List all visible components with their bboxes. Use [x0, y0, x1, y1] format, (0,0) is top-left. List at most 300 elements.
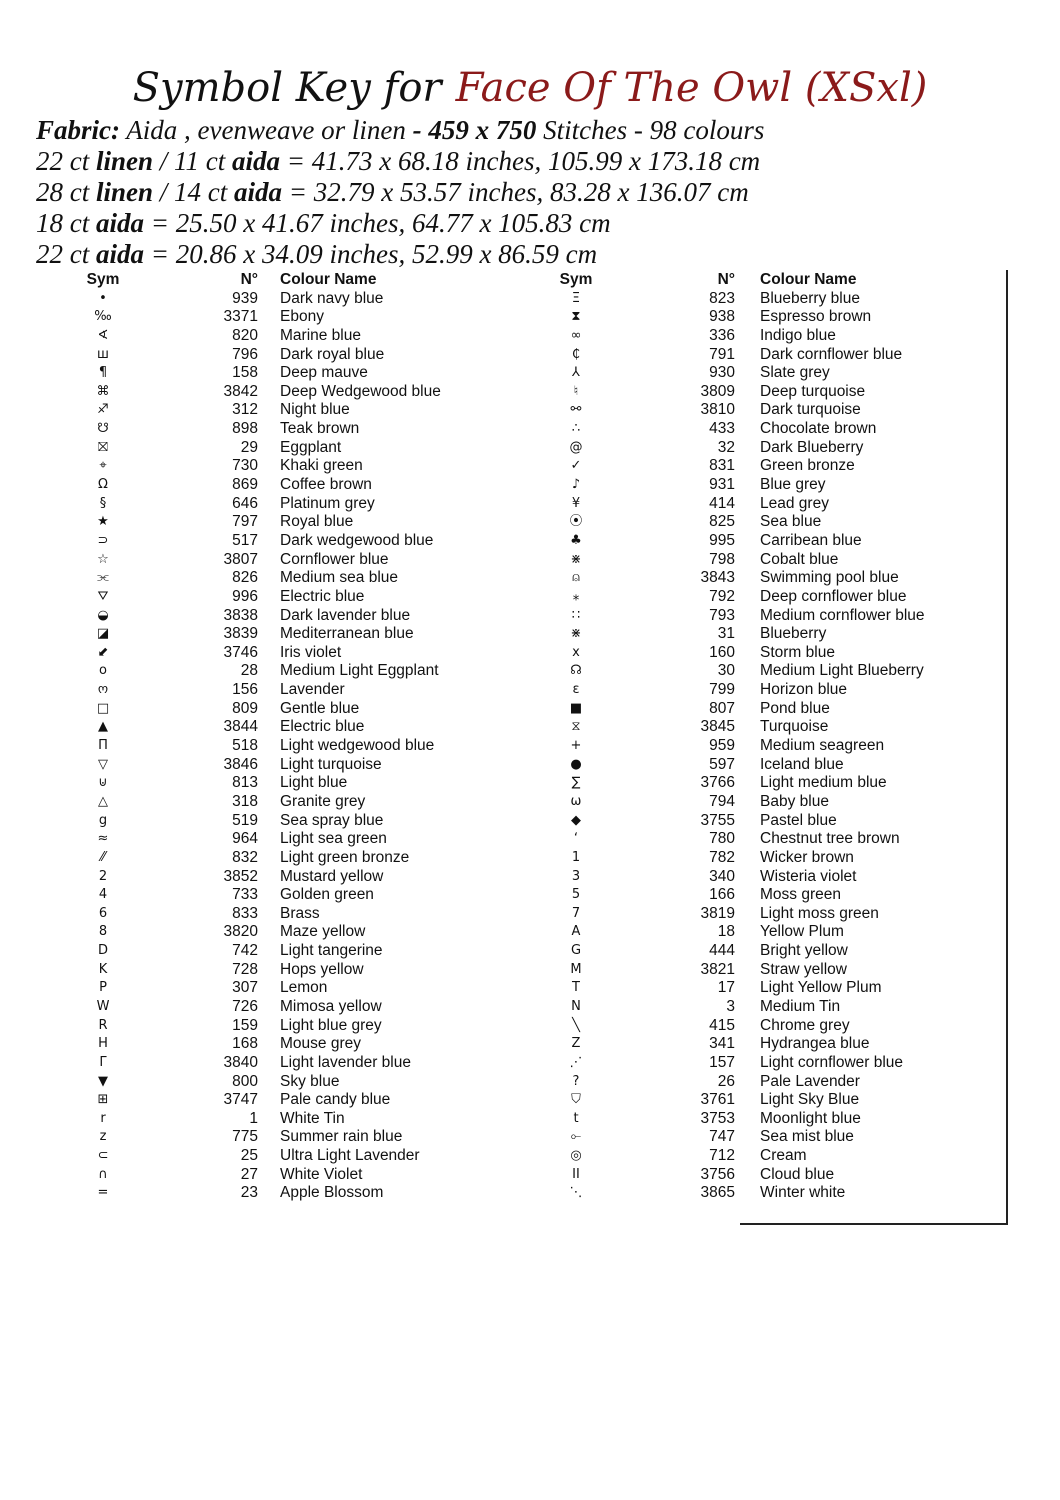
page-title [0, 60, 1060, 116]
symbol-icon: H [98, 1036, 108, 1052]
thread-number: 833 [232, 904, 258, 922]
colour-name: Sea spray blue [280, 811, 384, 829]
thread-number: 3845 [700, 718, 735, 736]
colour-name: Horizon blue [760, 681, 848, 699]
symbol-icon: A [571, 924, 581, 940]
thread-number: 742 [232, 942, 258, 960]
symbol-icon: ⟜ [570, 1129, 582, 1145]
spec-text: = 32.79 x 53.57 inches, 83.28 x 136.07 cm [282, 177, 749, 207]
symbol-icon: ⋰ [569, 1054, 583, 1070]
colour-name: Indigo blue [760, 326, 836, 344]
symbol-icon: □ [96, 700, 110, 716]
thread-number: 18 [717, 923, 735, 941]
symbol-icon: ⊂ [97, 1148, 109, 1164]
symbol-icon: ◪ [96, 626, 110, 642]
symbol-icon: ε [572, 682, 580, 698]
thread-number: 995 [709, 531, 735, 549]
symbol-icon: ო [97, 682, 109, 698]
thread-number: 796 [232, 345, 258, 363]
colour-name: Blue grey [760, 476, 826, 494]
spec-text: / 14 ct [153, 177, 235, 207]
colour-name: Medium seagreen [760, 737, 885, 755]
colour-name: Summer rain blue [280, 1128, 403, 1146]
header-sym: Sym [86, 271, 120, 288]
thread-number: 433 [709, 420, 735, 438]
spec-text: Stitches - 98 colours [536, 115, 765, 145]
symbol-icon: K [98, 961, 108, 977]
fabric-specs [36, 115, 764, 270]
symbol-icon: ⧗ [571, 309, 581, 325]
symbol-icon: ◆ [571, 812, 581, 828]
colour-name: Sea mist blue [760, 1128, 854, 1146]
symbol-icon: ♪ [571, 477, 581, 493]
symbol-icon: ⊍ [98, 775, 108, 791]
colour-name: Pastel blue [760, 811, 837, 829]
colour-name: Deep cornflower blue [760, 587, 907, 605]
colour-name: Teak brown [280, 420, 360, 438]
colour-name: Medium cornflower blue [760, 606, 925, 624]
thread-number: 930 [709, 364, 735, 382]
thread-number: 3846 [223, 755, 258, 773]
thread-number: 898 [232, 420, 258, 438]
colour-name: Chocolate brown [760, 420, 877, 438]
symbol-icon: z [99, 1129, 107, 1145]
colour-name: Pond blue [760, 699, 830, 717]
spec-line [36, 177, 764, 208]
colour-name: Light moss green [760, 904, 879, 922]
symbol-icon: ☊ [570, 663, 582, 679]
colour-name: Medium Tin [760, 997, 841, 1015]
thread-number: 726 [232, 997, 258, 1015]
thread-number: 712 [709, 1147, 735, 1165]
symbol-icon: T [572, 980, 580, 996]
symbol-icon: ♮ [573, 383, 579, 399]
colour-name: Straw yellow [760, 960, 847, 978]
colour-name: Light turquoise [280, 755, 382, 773]
colour-name: Yellow Plum [760, 923, 844, 941]
spec-text: 22 ct [36, 146, 96, 176]
thread-number: 340 [709, 867, 735, 885]
thread-number: 869 [232, 476, 258, 494]
symbol-icon: Γ [99, 1054, 107, 1070]
symbol-icon: 5 [571, 887, 581, 903]
symbol-icon: ◒ [97, 607, 109, 623]
colour-name: Golden green [280, 886, 374, 904]
symbol-icon: ⊞ [97, 1092, 109, 1108]
thread-number: 938 [709, 308, 735, 326]
thread-number: 23 [240, 1184, 258, 1202]
thread-number: 931 [709, 476, 735, 494]
symbol-icon: ▼ [98, 1073, 108, 1089]
thread-number: 782 [709, 848, 735, 866]
colour-name: Light blue [280, 774, 348, 792]
thread-number: 792 [709, 587, 735, 605]
thread-number: 3 [726, 997, 735, 1015]
colour-name: Moss green [760, 886, 841, 904]
symbol-icon: = [97, 1185, 109, 1201]
symbol-icon: G [570, 943, 582, 959]
spec-text: aida [96, 239, 145, 269]
colour-name: Granite grey [280, 792, 366, 810]
symbol-icon: o [99, 663, 107, 679]
symbol-icon: Ω [98, 477, 108, 493]
symbol-icon: ⬋ [97, 644, 109, 660]
colour-name: Swimming pool blue [760, 569, 899, 587]
thread-number: 728 [232, 960, 258, 978]
colour-name: Mustard yellow [280, 867, 384, 885]
title-prefix: Symbol Key for [132, 65, 442, 111]
thread-number: 3820 [223, 923, 258, 941]
colour-name: Iris violet [280, 643, 342, 661]
colour-name: Brass [280, 904, 320, 922]
thread-number: 517 [232, 531, 258, 549]
symbol-icon: ₵ [571, 346, 581, 362]
symbol-icon: N [571, 998, 581, 1014]
colour-name: Blueberry [760, 625, 827, 643]
colour-name: Light cornflower blue [760, 1053, 904, 1071]
colour-name: Lemon [280, 979, 328, 997]
thread-number: 30 [717, 662, 735, 680]
symbol-icon: 3 [571, 868, 581, 884]
thread-number: 730 [232, 457, 258, 475]
symbol-icon: • [99, 290, 107, 306]
colour-name: Hydrangea blue [760, 1035, 870, 1053]
thread-number: 3746 [223, 643, 258, 661]
thread-number: 158 [232, 364, 258, 382]
colour-name: Light blue grey [280, 1016, 382, 1034]
symbol-icon: R [98, 1017, 108, 1033]
symbol-icon: ∷ [571, 607, 581, 623]
thread-number: 3761 [700, 1091, 735, 1109]
symbol-icon: ⧖ [571, 719, 581, 735]
colour-name: Mouse grey [280, 1035, 361, 1053]
thread-number: 800 [232, 1072, 258, 1090]
colour-name: Light Yellow Plum [760, 979, 882, 997]
symbol-icon: ♐ [97, 402, 109, 418]
symbol-icon: Ξ [571, 290, 581, 306]
colour-name: Khaki green [280, 457, 363, 475]
symbol-icon: ● [570, 756, 582, 772]
colour-name: Lead grey [760, 494, 829, 512]
symbol-icon: 8 [98, 924, 108, 940]
colour-name: Maze yellow [280, 923, 366, 941]
colour-name: Electric blue [280, 587, 365, 605]
symbol-icon: § [99, 495, 107, 511]
thread-number: 831 [709, 457, 735, 475]
symbol-icon: ⅄ [572, 365, 580, 381]
symbol-icon: ⋇ [570, 551, 582, 567]
colour-name: Light wedgewood blue [280, 737, 435, 755]
symbol-icon: P [99, 980, 107, 996]
thread-number: 3810 [700, 401, 735, 419]
colour-name: Bright yellow [760, 942, 848, 960]
colour-name: Deep mauve [280, 364, 368, 382]
thread-number: 414 [709, 494, 735, 512]
spec-line [36, 115, 764, 146]
colour-name: Cloud blue [760, 1165, 835, 1183]
colour-name: Cornflower blue [280, 550, 389, 568]
symbol-icon: ♣ [570, 532, 582, 548]
colour-name: Light medium blue [760, 774, 887, 792]
colour-name: Sea blue [760, 513, 822, 531]
thread-number: 28 [240, 662, 258, 680]
colour-name: Pale Lavender [760, 1072, 860, 1090]
colour-name: Gentle blue [280, 699, 360, 717]
symbol-icon: ∑ [571, 775, 581, 791]
symbol-icon: ⛝ [98, 439, 108, 455]
thread-number: 3819 [700, 904, 735, 922]
thread-number: 826 [232, 569, 258, 587]
symbol-icon: ⌘ [96, 383, 110, 399]
symbol-icon: D [97, 943, 108, 959]
thread-number: 166 [709, 886, 735, 904]
colour-name: Medium Light Blueberry [760, 662, 924, 680]
symbol-icon: ∢ [97, 327, 109, 343]
thread-number: 793 [709, 606, 735, 624]
header-colour-name: Colour Name [280, 271, 377, 288]
spec-text: Aida , evenweave or linen [120, 115, 413, 145]
symbol-icon: ⋇ [570, 626, 582, 642]
colour-name: Marine blue [280, 326, 361, 344]
symbol-icon: ш [97, 346, 109, 362]
symbol-icon: g [98, 812, 108, 828]
symbol-icon: ω [570, 793, 582, 809]
thread-number: 415 [709, 1016, 735, 1034]
thread-number: 312 [232, 401, 258, 419]
colour-name: Wisteria violet [760, 867, 857, 885]
colour-name: Light green bronze [280, 848, 410, 866]
symbol-icon: W [96, 998, 110, 1014]
colour-name: Lavender [280, 681, 345, 699]
colour-name: Royal blue [280, 513, 354, 531]
colour-name: Light Sky Blue [760, 1091, 860, 1109]
spec-text: linen [96, 177, 154, 207]
thread-number: 336 [709, 326, 735, 344]
symbol-icon: ╲ [572, 1017, 580, 1033]
symbol-icon: ⁄⁄ [100, 849, 106, 865]
spec-text: aida [232, 146, 281, 176]
symbol-icon: ★ [97, 514, 109, 530]
symbol-icon: 2 [98, 868, 108, 884]
colour-name: Dark wedgewood blue [280, 531, 434, 549]
symbol-icon: ⦿ [569, 514, 583, 530]
colour-name: Winter white [760, 1184, 846, 1202]
colour-name: Medium sea blue [280, 569, 399, 587]
thread-number: 798 [709, 550, 735, 568]
thread-number: 1 [249, 1109, 258, 1127]
spec-text: 22 ct [36, 239, 96, 269]
thread-number: 597 [709, 755, 735, 773]
symbol-icon: ¶ [98, 365, 108, 381]
symbol-icon: ▲ [98, 719, 108, 735]
thread-number: 160 [709, 643, 735, 661]
symbol-icon: ■ [569, 700, 583, 716]
spec-text: = 41.73 x 68.18 inches, 105.99 x 173.18 cm [280, 146, 761, 176]
spec-text: linen [96, 146, 154, 176]
thread-number: 825 [709, 513, 735, 531]
symbol-icon: ∞ [570, 327, 582, 343]
symbol-icon: ⛛ [97, 588, 109, 604]
thread-number: 3756 [700, 1165, 735, 1183]
symbol-icon: ⚯ [570, 402, 582, 418]
colour-name: Turquoise [760, 718, 829, 736]
thread-number: 3843 [700, 569, 735, 587]
thread-number: 832 [232, 848, 258, 866]
table-border-bottom [740, 1223, 1007, 1225]
colour-name: Espresso brown [760, 308, 872, 326]
colour-name: Cobalt blue [760, 550, 839, 568]
colour-name: Iceland blue [760, 755, 844, 773]
thread-number: 31 [717, 625, 735, 643]
colour-name: Electric blue [280, 718, 365, 736]
colour-name: White Violet [280, 1165, 363, 1183]
symbol-icon: ☆ [97, 551, 109, 567]
thread-number: 3766 [700, 774, 735, 792]
header-sym: Sym [559, 271, 593, 288]
thread-number: 25 [240, 1147, 258, 1165]
spec-line [36, 239, 764, 270]
spec-text: = 25.50 x 41.67 inches, 64.77 x 105.83 cm [144, 208, 611, 238]
thread-number: 747 [709, 1128, 735, 1146]
thread-number: 809 [232, 699, 258, 717]
pattern-name: Face Of The Owl (XSxl) [455, 65, 928, 111]
colour-name: Hops yellow [280, 960, 364, 978]
symbol-icon: 4 [98, 887, 108, 903]
thread-number: 157 [709, 1053, 735, 1071]
colour-name: Storm blue [760, 643, 835, 661]
thread-number: 3747 [223, 1091, 258, 1109]
thread-number: 794 [709, 792, 735, 810]
thread-number: 3755 [700, 811, 735, 829]
colour-name: Green bronze [760, 457, 855, 475]
thread-number: 807 [709, 699, 735, 717]
thread-number: 168 [232, 1035, 258, 1053]
thread-number: 820 [232, 326, 258, 344]
symbol-icon: ✓ [570, 458, 582, 474]
colour-name: Blueberry blue [760, 289, 860, 307]
thread-number: 307 [232, 979, 258, 997]
thread-number: 3371 [223, 308, 258, 326]
header-number: N° [717, 271, 735, 288]
symbol-icon: 1 [571, 849, 581, 865]
colour-name: White Tin [280, 1109, 345, 1127]
thread-number: 3840 [223, 1053, 258, 1071]
thread-number: 3809 [700, 382, 735, 400]
symbol-icon: ▽ [98, 756, 108, 772]
colour-name: Deep Wedgewood blue [280, 382, 441, 400]
symbol-icon: ⍝ [572, 570, 580, 586]
spec-text: = 20.86 x 34.09 inches, 52.99 x 86.59 cm [144, 239, 598, 269]
thread-number: 799 [709, 681, 735, 699]
colour-name: Moonlight blue [760, 1109, 861, 1127]
colour-name: Mediterranean blue [280, 625, 414, 643]
symbol-icon: ⊃ [97, 532, 109, 548]
spec-text: aida [234, 177, 283, 207]
thread-number: 3865 [700, 1184, 735, 1202]
colour-name: Medium Light Eggplant [280, 662, 439, 680]
header-colour-name: Colour Name [760, 271, 857, 288]
colour-name: Baby blue [760, 792, 829, 810]
thread-number: 964 [232, 830, 258, 848]
thread-number: 26 [717, 1072, 735, 1090]
header-number: N° [240, 271, 258, 288]
symbol-icon: ⌖ [99, 458, 107, 474]
thread-number: 813 [232, 774, 258, 792]
symbol-icon: x [572, 644, 580, 660]
colour-name: Light tangerine [280, 942, 383, 960]
symbol-icon: ∩ [98, 1166, 108, 1182]
symbol-icon: Z [571, 1036, 581, 1052]
thread-number: 29 [240, 438, 258, 456]
symbol-icon: △ [98, 793, 108, 809]
symbol-icon: ‰ [94, 309, 112, 325]
colour-name: Coffee brown [280, 476, 372, 494]
colour-name: Wicker brown [760, 848, 854, 866]
symbol-icon: ʻ [573, 831, 579, 847]
spec-text: 18 ct [36, 208, 96, 238]
colour-name: Ebony [280, 308, 324, 326]
colour-name: Dark turquoise [760, 401, 861, 419]
thread-number: 519 [232, 811, 258, 829]
thread-number: 3839 [223, 625, 258, 643]
colour-name: Slate grey [760, 364, 830, 382]
symbol-icon: t [573, 1110, 579, 1126]
spec-line [36, 208, 764, 239]
thread-number: 823 [709, 289, 735, 307]
thread-number: 3807 [223, 550, 258, 568]
spec-text: - 459 x 750 [412, 115, 537, 145]
table-border-right [1006, 270, 1008, 1225]
colour-name: Dark royal blue [280, 345, 385, 363]
symbol-icon: ⛉ [571, 1092, 581, 1108]
symbol-icon: ? [572, 1073, 580, 1089]
thread-number: 3821 [700, 960, 735, 978]
spec-text: Fabric: [36, 115, 120, 145]
symbol-icon: ⁎ [572, 588, 580, 604]
thread-number: 27 [240, 1165, 258, 1183]
colour-name: Night blue [280, 401, 350, 419]
symbol-icon: M [570, 961, 582, 977]
thread-number: 775 [232, 1128, 258, 1146]
symbol-icon: ∴ [571, 421, 581, 437]
colour-name: Dark lavender blue [280, 606, 411, 624]
spec-line [36, 146, 764, 177]
colour-name: Mimosa yellow [280, 997, 382, 1015]
symbol-icon: ≈ [97, 831, 109, 847]
colour-name: Ultra Light Lavender [280, 1147, 420, 1165]
thread-number: 3844 [223, 718, 258, 736]
colour-name: Pale candy blue [280, 1091, 391, 1109]
colour-name: Light lavender blue [280, 1053, 411, 1071]
colour-name: Cream [760, 1147, 807, 1165]
symbol-icon: r [100, 1110, 106, 1126]
colour-name: Dark cornflower blue [760, 345, 903, 363]
colour-name: Eggplant [280, 438, 342, 456]
thread-number: 444 [709, 942, 735, 960]
thread-number: 3753 [700, 1109, 735, 1127]
thread-number: 791 [709, 345, 735, 363]
symbol-icon: ⋱ [569, 1185, 583, 1201]
thread-number: 797 [232, 513, 258, 531]
thread-number: 159 [232, 1016, 258, 1034]
symbol-icon: ¥ [571, 495, 581, 511]
colour-name: Deep turquoise [760, 382, 866, 400]
spec-text: aida [96, 208, 145, 238]
thread-number: 32 [717, 438, 735, 456]
symbol-icon: II [572, 1166, 580, 1182]
spec-text: 28 ct [36, 177, 96, 207]
thread-number: 959 [709, 737, 735, 755]
